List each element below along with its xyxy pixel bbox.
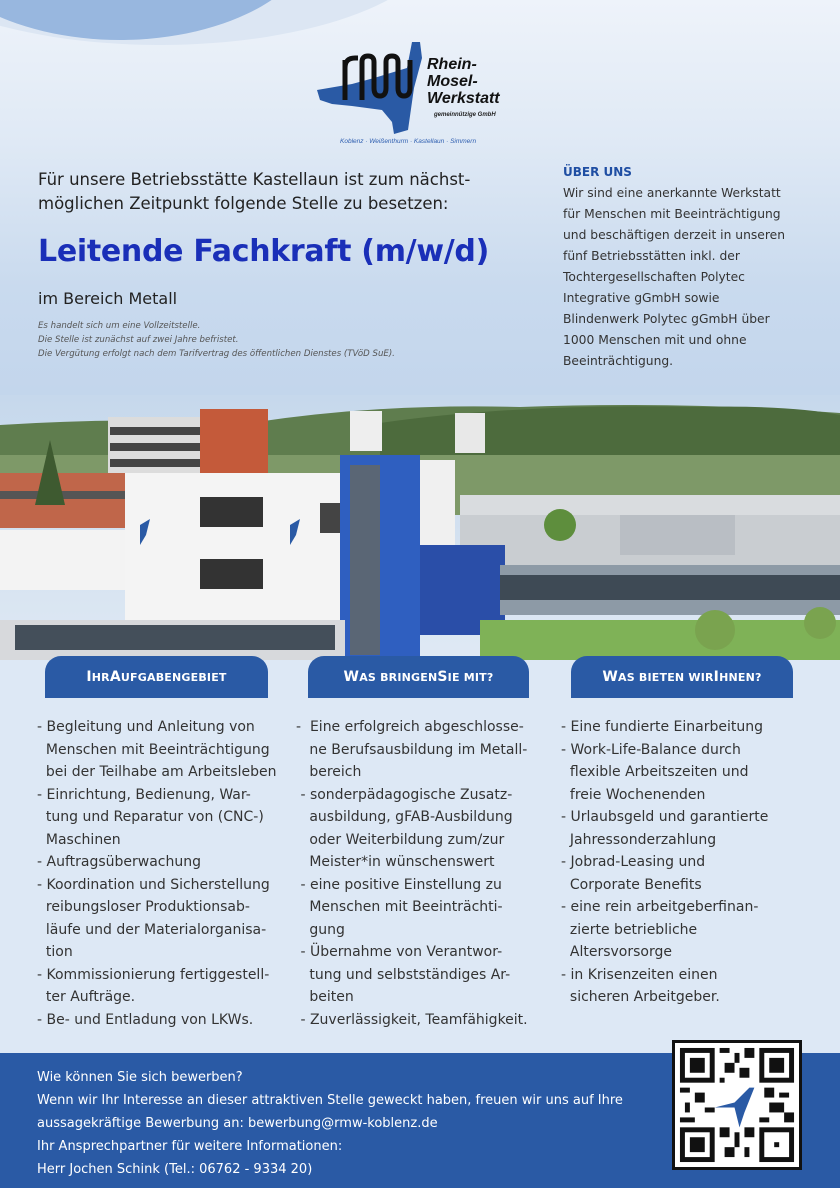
about-line: für Menschen mit Beeinträchtigung <box>563 207 781 221</box>
tab-heading-part: S <box>437 669 448 685</box>
job-area: im Bereich Metall <box>38 289 178 308</box>
logo-name-line: Mosel- <box>427 73 478 90</box>
note-line: Es handelt sich um eine Vollzeitstelle. <box>38 321 201 331</box>
job-title: Leitende Fachkraft (m/w/d) <box>38 234 489 269</box>
list-line: ter Aufträge. <box>37 989 136 1005</box>
list-line: Altersvorsorge <box>561 944 672 960</box>
logo-name <box>427 56 500 107</box>
building-illustration <box>0 395 840 660</box>
benefits-list <box>561 716 831 1009</box>
list-line: - sonderpädagogische Zusatz- <box>296 786 513 803</box>
company-logo <box>312 38 532 150</box>
tab-heading-part: I <box>86 669 92 685</box>
list-line: - Koordination und Sicherstellung <box>37 876 270 893</box>
note-line: Die Vergütung erfolgt nach dem Tarifvertrag des öffentlichen Dienstes (TVöD SuE). <box>38 349 395 359</box>
list-line: Menschen mit Beeinträchti- <box>296 899 503 915</box>
qr-code[interactable] <box>672 1040 802 1170</box>
section-heading-full <box>37 1031 38 1032</box>
requirements-list <box>296 716 554 1031</box>
section-tab-qualifikationen <box>308 656 529 698</box>
job-notes <box>38 319 395 361</box>
list-line: - Work-Life-Balance durch <box>561 741 741 758</box>
tasks-list <box>37 716 295 1031</box>
about-text <box>563 183 833 372</box>
about-line: 1000 Menschen mit und ohne <box>563 333 747 347</box>
list-line: - Auftragsüberwachung <box>37 854 202 870</box>
footer-line: Wie können Sie sich bewerben? <box>37 1070 243 1085</box>
tab-heading-part: A <box>109 669 121 685</box>
footer-line: aussagekräftige Bewerbung an: bewerbung@rmw-koblenz.de <box>37 1116 438 1131</box>
list-line: ne Berufsausbildung im Metall- <box>296 741 528 758</box>
list-line: - in Krisenzeiten einen <box>561 966 718 983</box>
list-line: läufe und der Materialorganisa- <box>37 921 267 938</box>
tab-heading-part: HNEN? <box>719 670 762 684</box>
qr-code-icon <box>675 1043 799 1167</box>
list-line: Corporate Benefits <box>561 876 702 893</box>
about-section <box>563 165 833 372</box>
tab-heading-part: I <box>713 669 720 685</box>
application-info <box>37 1066 623 1181</box>
list-line: gung <box>296 921 345 938</box>
list-line: - Übernahme von Verantwor- <box>296 944 503 960</box>
list-line: zierte betriebliche <box>561 921 698 938</box>
tab-heading-part: AS BRINGEN <box>359 670 438 684</box>
section-heading-full <box>296 1031 297 1032</box>
about-line: fünf Betriebsstätten inkl. der <box>563 249 740 263</box>
list-line: flexible Arbeitszeiten und <box>561 764 749 780</box>
section-heading-full <box>561 1009 562 1010</box>
list-line: tung und Reparatur von (CNC-) <box>37 809 264 825</box>
logo-subtitle: gemeinnützige GmbH <box>434 112 496 118</box>
list-line: bereich <box>296 764 362 780</box>
list-line: tung und selbstständiges Ar- <box>296 966 511 983</box>
about-line: Integrative gGmbH sowie <box>563 291 720 305</box>
list-line: - Jobrad-Leasing und <box>561 854 706 870</box>
list-line: - Begleitung und Anleitung von <box>37 719 255 735</box>
logo-locations: Koblenz · Weißenthurm · Kastellaun · Simmern <box>340 138 477 145</box>
section-tab-aufgabengebiet <box>45 656 268 698</box>
list-line: beiten <box>296 989 354 1005</box>
list-line: - Kommissionierung fertiggestell- <box>37 966 270 983</box>
list-line: Menschen mit Beeinträchtigung <box>37 741 270 758</box>
tab-heading-part: AS BIETEN WIR <box>618 670 714 684</box>
about-heading: ÜBER UNS <box>563 165 632 179</box>
section-tab-angebot <box>571 656 793 698</box>
logo-name-line: Rhein- <box>427 56 477 73</box>
tab-heading-part: W <box>602 669 619 685</box>
about-line: Wir sind eine anerkannte Werkstatt <box>563 186 781 200</box>
list-line: Meister*in wünschenswert <box>296 854 495 870</box>
list-line: - Zuverlässigkeit, Teamfähigkeit. <box>296 1011 528 1028</box>
list-line: - eine rein arbeitgeberfinan- <box>561 899 759 915</box>
list-line: - Be- und Entladung von LKWs. <box>37 1011 254 1028</box>
tab-heading-part: IE MIT? <box>447 670 494 684</box>
tab-heading-part: W <box>343 669 360 685</box>
list-line: oder Weiterbildung zum/zur <box>296 831 505 848</box>
list-line: Jahressonderzahlung <box>561 831 717 848</box>
about-line: und beschäftigen derzeit in unseren <box>563 228 786 242</box>
footer-line: Herr Jochen Schink (Tel.: 06762 - 9334 20) <box>37 1162 313 1177</box>
intro-line: Für unsere Betriebsstätte Kastellaun ist zum nächst- <box>38 170 471 189</box>
building-photo <box>0 395 840 660</box>
intro-text <box>38 168 518 216</box>
tab-heading-part: UFGABENGEBIET <box>120 670 227 684</box>
list-line: Maschinen <box>37 831 121 848</box>
about-line: Blindenwerk Polytec gGmbH über <box>563 312 770 326</box>
about-line: Beeinträchtigung. <box>563 354 674 368</box>
footer-line: Wenn wir Ihr Interesse an dieser attraktiven Stelle geweckt haben, freuen wir uns auf Ihre <box>37 1093 623 1108</box>
list-line: tion <box>37 944 73 960</box>
list-line: ausbildung, gFAB-Ausbildung <box>296 809 513 825</box>
list-line: reibungsloser Produktionsab- <box>37 899 250 915</box>
list-line: freie Wochenenden <box>561 786 706 803</box>
tab-heading-part: HR <box>91 670 110 684</box>
list-line: - Urlaubsgeld und garantierte <box>561 809 769 825</box>
list-line: - Einrichtung, Bedienung, War- <box>37 786 251 803</box>
list-line: - eine positive Einstellung zu <box>296 876 502 893</box>
list-line: bei der Teilhabe am Arbeitsleben <box>37 764 277 780</box>
list-line: sicheren Arbeitgeber. <box>561 989 720 1005</box>
intro-line: möglichen Zeitpunkt folgende Stelle zu besetzen: <box>38 194 449 213</box>
about-line: Tochtergesellschaften Polytec <box>563 270 745 284</box>
note-line: Die Stelle ist zunächst auf zwei Jahre befristet. <box>38 335 239 345</box>
logo-name-line: Werkstatt <box>427 90 500 107</box>
list-line: - Eine fundierte Einarbeitung <box>561 719 764 735</box>
list-line: - Eine erfolgreich abgeschlosse- <box>296 719 524 735</box>
footer-line: Ihr Ansprechpartner für weitere Informationen: <box>37 1139 343 1154</box>
